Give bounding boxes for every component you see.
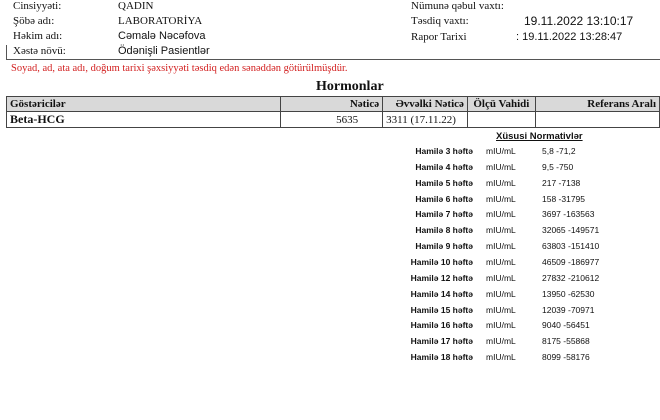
norm-label: Hamilə 6 həftə [415,193,473,204]
norm-unit: mIU/mL [486,161,516,172]
col-previous: Əvvəlki Nəticə [383,97,468,112]
norm-label: Hamilə 16 həftə [410,320,473,331]
row-unit [467,112,535,128]
report-date-value: : 19.11.2022 13:28:47 [516,31,623,43]
norm-label: Hamilə 5 həftə [415,177,473,188]
patient-type-value: Ödənişli Pasientlər [118,45,210,57]
section-title: Hormonlar [316,79,384,94]
norm-row [349,336,649,348]
norm-unit: mIU/mL [486,146,516,156]
row-reference [535,112,659,128]
table-row [7,112,660,128]
norm-label: Hamilə 12 həftə [410,272,473,283]
doctor-label: Həkim adı: [13,30,63,42]
norm-row [349,209,649,221]
norm-unit: mIU/mL [486,320,516,331]
norm-row [349,352,649,364]
special-norms-title: Xüsusi Normativlər [496,131,583,142]
norm-row [349,273,649,285]
norm-range: 13950 -62530 [542,288,595,299]
norm-range: 8099 -58176 [542,352,590,363]
norm-row [349,241,649,253]
norm-range: 63803 -151410 [542,241,600,252]
norm-range: 9040 -56451 [542,320,590,331]
norm-unit: mIU/mL [486,209,516,220]
norm-row [349,257,649,269]
norm-row [349,225,649,237]
norm-label: Hamilə 9 həftə [415,241,473,252]
norm-unit: mIU/mL [486,256,516,267]
norm-range: 9,5 -750 [542,161,574,172]
norm-label: Hamilə 18 həftə [410,352,473,363]
row-previous: 3311 (17.11.22) [383,112,468,128]
norm-unit: mIU/mL [486,225,516,236]
norm-range: 27832 -210612 [542,272,600,283]
norm-label: Hamilə 15 həftə [410,304,473,315]
norm-row [349,305,649,317]
norm-label: Hamilə 10 həftə [410,256,473,267]
norm-range: 217 -7138 [542,177,581,188]
identity-warning: Soyad, ad, ata adı, doğum tarixi şəxsiyyəti təsdiq edən sənəddən götürülmüşdür. [11,63,348,74]
header-divider [6,45,660,60]
norm-label: Hamilə 7 həftə [415,209,473,220]
norm-unit: mIU/mL [486,272,516,283]
confirm-time-value: 19.11.2022 13:10:17 [524,14,634,28]
gender-value: QADIN [118,0,154,12]
col-reference: Referans Aralı [535,97,659,112]
norm-row [349,178,649,190]
col-unit: Ölçü Vahidi [467,97,535,112]
norm-range: 3697 -163563 [542,209,595,220]
norm-range: 46509 -186977 [542,256,600,267]
norm-unit: mIU/mL [486,288,516,299]
norm-row [349,194,649,206]
col-indicator: Göstəricilər [7,97,281,112]
norm-range: 32065 -149571 [542,225,600,236]
norm-unit: mIU/mL [486,352,516,363]
col-result: Nəticə [281,97,383,112]
row-indicator: Beta-HCG [7,112,281,128]
confirm-time-label: Təsdiq vaxtı: [411,15,469,27]
norm-unit: mIU/mL [486,336,516,347]
department-label: Şöbə adı: [13,15,55,27]
table-header-row [7,97,660,112]
sample-time-label: Nümunə qəbul vaxtı: [411,0,504,12]
norm-label: Hamilə 14 həftə [410,288,473,299]
norm-row [349,146,649,158]
norm-unit: mIU/mL [486,241,516,252]
report-date-label: Rapor Tarixi [411,31,467,43]
results-table [6,96,660,128]
patient-type-label: Xəstə növü: [13,45,66,57]
row-result: 5635 [281,112,383,128]
norm-range: 5,8 -71,2 [542,146,576,156]
gender-label: Cinsiyyəti: [13,0,62,12]
norm-range: 8175 -55868 [542,336,590,347]
department-value: LABORATORİYA [118,15,203,27]
doctor-value: Cəmalə Nəcəfova [118,30,206,42]
norm-unit: mIU/mL [486,304,516,315]
norm-row [349,162,649,174]
norm-unit: mIU/mL [486,177,516,188]
norm-row [349,289,649,301]
norm-label: Hamilə 4 həftə [415,161,473,172]
norm-range: 158 -31795 [542,193,586,204]
norm-range: 12039 -70971 [542,304,595,315]
norm-row [349,320,649,332]
norm-label: Hamilə 3 həftə [415,146,473,156]
norm-unit: mIU/mL [486,193,516,204]
norm-label: Hamilə 8 həftə [415,225,473,236]
norm-label: Hamilə 17 həftə [410,336,473,347]
